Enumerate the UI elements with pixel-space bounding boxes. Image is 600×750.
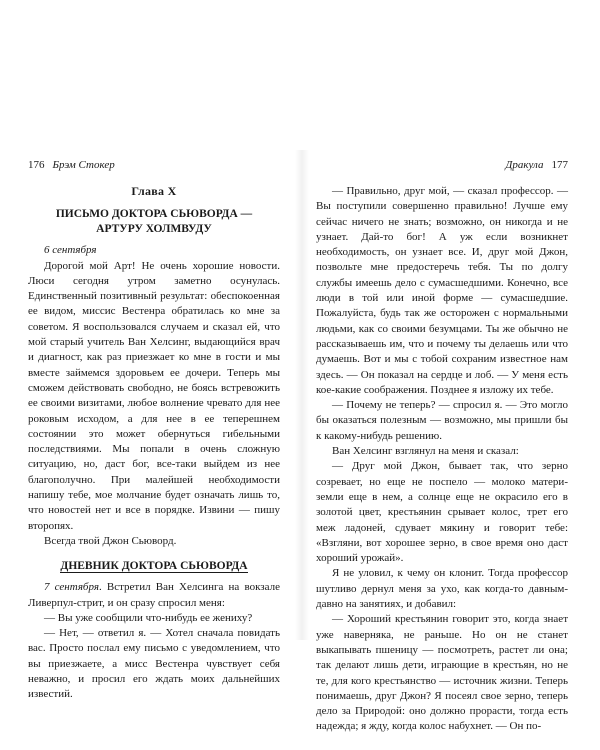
letter-paragraph: Дорогой мой Арт! Не очень хорошие новости. Люси сегодня утром заметно осунулась. Единственный позитивный результат: обеспокоенная ее видом, миссис Вестенра обратилась ко мне за советом. Я воспользовался случаем и сказал ей, что мой старый учитель Ван Хелсинг, выдающийся врач и диагност, как раз приезжает ко мне в гости и мы вместе займемся здоровьем ее дочери. Теперь мы сможем действовать свободно, не боясь встревожить ее своими визитами, любое волнение чревато для нее роковым исходом, а для нее в ее теперешнем состоянии это может обернуться гибельными последствиями. Мы попали в очень сложную ситуацию, но, даст бог, все-таки выйдем из нее благополучно. При малейшей необходимости напишу тебе, мое молчание будет означать лишь то, что новостей нет и все в порядке. Извини — пишу второпях. bbox=[28, 259, 280, 532]
diary-first-paragraph bbox=[28, 580, 280, 611]
body-paragraph: — Почему не теперь? — спросил я. — Это могло бы оказаться полезным — возможно, мы пришли бы к какому-нибудь решению. bbox=[316, 399, 568, 442]
letter-heading bbox=[28, 207, 280, 237]
right-page-number: 177 bbox=[551, 159, 568, 171]
diary-heading bbox=[28, 559, 280, 574]
letter-date: 6 сентября bbox=[44, 244, 97, 257]
chapter-title: Глава X bbox=[131, 184, 177, 198]
left-running-header bbox=[28, 158, 280, 174]
running-header-title: Дракула bbox=[505, 159, 544, 171]
diary-heading-text: ДНЕВНИК ДОКТОРА СЬЮВОРДА bbox=[60, 560, 248, 573]
letter-heading-line-2: АРТУРУ ХОЛМВУДУ bbox=[96, 223, 212, 236]
diary-paragraph: — Нет, — ответил я. — Хотел сначала повидать вас. Просто послал ему письмо с уведомлением, что вы приезжаете, а мисс Вестенра чувствует себя неважно, и просил его ждать моих дальнейших известий. bbox=[28, 627, 280, 701]
letter-heading-line-1: ПИСЬМО ДОКТОРА СЬЮВОРДА — bbox=[55, 208, 253, 221]
right-page bbox=[316, 158, 568, 733]
body-paragraph: — Друг мой Джон, бывает так, что зерно созревает, но еще не поспело — молоко матери-земли еще в нем, а солнце еще не окрасило его в золотой цвет, крестьянин срывает колос, трет его меж ладоней, сдувает мякину и говорит тебе: «Взгляни, вот хорошее зерно, в свое время оно даст хороший урожай». bbox=[316, 460, 568, 565]
body-paragraph: Ван Хелсинг взглянул на меня и сказал: bbox=[332, 445, 519, 458]
body-paragraph: — Хороший крестьянин говорит это, когда знает уже наверняка, не раньше. Но он не станет выкапывать пшеницу — посмотреть, растет ли она; так делают лишь дети, играющие в крестьян, но не те, для кого крестьянство — источник жизни. Теперь понимаешь, друг Джон? Я посеял свое зерно, теперь дело за Природой: оно должно прорасти, тогда есть надежда; я жду, когда колос набухнет. — Он по- bbox=[316, 613, 568, 733]
page-gutter bbox=[295, 150, 309, 640]
letter-signature: Всегда твой Джон Сьюворд. bbox=[44, 534, 177, 547]
diary-paragraph: — Вы уже сообщили что-нибудь ее жениху? bbox=[44, 611, 253, 624]
body-paragraph: — Правильно, друг мой, — сказал профессор. — Вы поступили совершенно правильно! Лучше ему сейчас ничего не знать; возможно, он никогда и не узнает. Дай-то бог! А уж если возникнет необходимость, он узнает все. И, друг мой Джон, позвольте мне предостеречь тебя. Ты по долгу службы имеешь дело с сумасшедшими. Конечно, все люди в той или иной форме — сумасшедшие. Пожалуйста, будь так же осторожен с нормальными людьми, как со своими безумцами. Ты же обычно не рассказываешь им, что и почему ты делаешь или что думаешь. Вот и мы с тобой сохраним известное нам здесь. — Он показал на сердце и лоб. — У меня есть кое-какие соображения. Позднее я изложу их тебе. bbox=[316, 185, 568, 396]
diary-date: 7 сентября bbox=[44, 581, 99, 594]
diary-first-text: . Встретил Ван Хелсинга на вокзале Ливерпул-стрит, и он сразу спросил меня: bbox=[28, 581, 280, 609]
left-page bbox=[28, 158, 280, 701]
running-header-author: Брэм Стокер bbox=[52, 159, 115, 171]
body-paragraph: Я не уловил, к чему он клонит. Тогда профессор шутливо дернул меня за ухо, как когда-то давным-давно на занятиях, и добавил: bbox=[316, 567, 568, 611]
left-page-number: 176 bbox=[28, 159, 45, 171]
right-running-header bbox=[316, 158, 568, 174]
